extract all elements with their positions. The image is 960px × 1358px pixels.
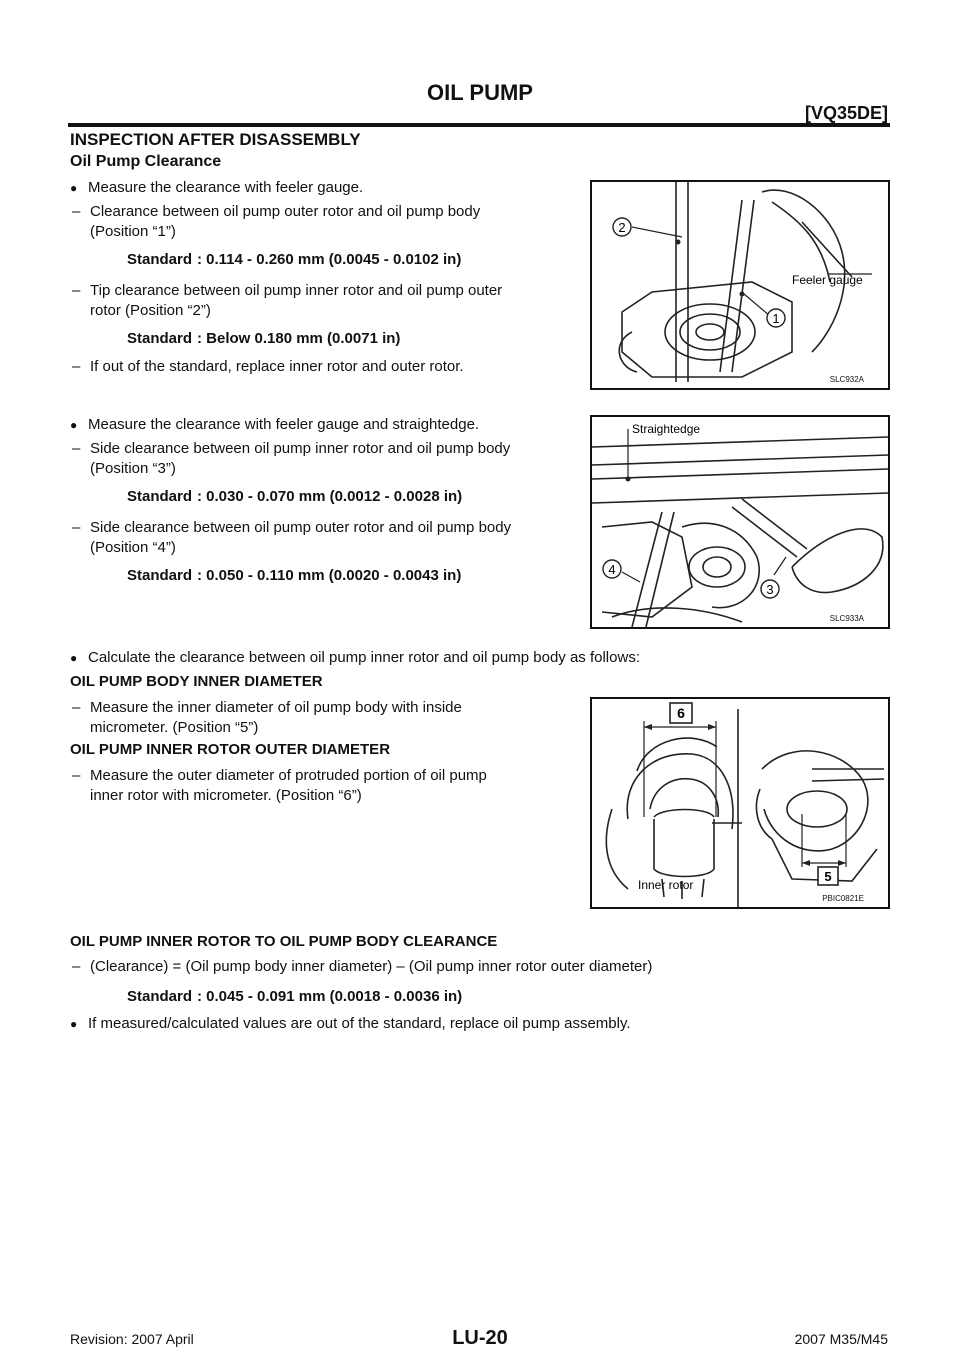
dash-item: – (Clearance) = (Oil pump body inner diameter) – (Oil pump inner rotor outer diameter) [72, 958, 653, 975]
figure-code: SLC932A [829, 375, 864, 384]
callout-6: 6 [677, 705, 685, 721]
figure-code: PBIC0821E [822, 894, 864, 903]
standard-value: Standard : Below 0.180 mm (0.0071 in) [127, 330, 401, 347]
dash-icon: – [72, 699, 81, 716]
dash-icon: – [72, 282, 81, 299]
dash-item: – Measure the inner diameter of oil pump body with inside micrometer. (Position “5”) [72, 699, 462, 736]
subheading: OIL PUMP BODY INNER DIAMETER [70, 673, 323, 690]
standard-value: Standard : 0.114 - 0.260 mm (0.0045 - 0.0102 in) [127, 251, 462, 268]
dash-item: – Side clearance between oil pump outer rotor and oil pump body (Position “4”) [72, 519, 512, 556]
callout-2: 2 [618, 220, 626, 235]
header-rule [68, 123, 890, 127]
callout-4: 4 [608, 562, 616, 577]
dash-icon: – [72, 203, 81, 220]
label-straightedge: Straightedge [632, 422, 701, 436]
dash-icon: – [72, 358, 81, 375]
figure-inner-rotor [590, 697, 890, 909]
bullet-icon: ● [70, 1017, 78, 1031]
straightedge-illustration [592, 417, 888, 627]
figure-feeler-gauge [590, 180, 890, 390]
dash-item: – Side clearance between oil pump inner rotor and oil pump body (Position “3”) [72, 440, 511, 477]
label-feeler-gauge: Feeler gauge [792, 273, 863, 287]
dash-icon: – [72, 440, 81, 457]
dash-icon: – [72, 767, 81, 784]
bullet-icon: ● [70, 651, 78, 665]
standard-value: Standard : 0.045 - 0.091 mm (0.0018 - 0.0036 in) [127, 988, 463, 1005]
engine-code: [VQ35DE] [804, 103, 888, 123]
dash-icon: – [72, 519, 81, 536]
footer-model: 2007 M35/M45 [794, 1331, 888, 1347]
callout-1: 1 [772, 311, 780, 326]
bullet-icon: ● [70, 181, 78, 195]
section-heading: INSPECTION AFTER DISASSEMBLY [70, 130, 361, 149]
figure-straightedge [590, 415, 890, 629]
subheading: OIL PUMP INNER ROTOR TO OIL PUMP BODY CLEARANCE [70, 933, 498, 950]
standard-value: Standard : 0.030 - 0.070 mm (0.0012 - 0.0028 in) [127, 488, 463, 505]
inner-rotor-illustration [592, 699, 888, 907]
dash-item: – If out of the standard, replace inner rotor and outer rotor. [72, 358, 464, 375]
callout-5: 5 [824, 869, 832, 884]
subheading: OIL PUMP INNER ROTOR OUTER DIAMETER [70, 741, 391, 758]
footer-revision: Revision: 2007 April [70, 1331, 194, 1347]
dash-icon: – [72, 958, 81, 975]
dash-item: – Measure the outer diameter of protruded portion of oil pump inner rotor with micrometer. (Position “6”) [72, 767, 487, 804]
standard-value: Standard : 0.050 - 0.110 mm (0.0020 - 0.0043 in) [127, 567, 462, 584]
section-subheading: Oil Pump Clearance [70, 153, 222, 170]
label-inner-rotor: Inner rotor [638, 878, 694, 892]
dash-item: – Clearance between oil pump outer rotor and oil pump body (Position “1”) [72, 203, 481, 240]
callout-3: 3 [766, 582, 774, 597]
figure-code: SLC933A [829, 614, 864, 623]
page-title: OIL PUMP [427, 80, 533, 105]
page-number: LU-20 [452, 1327, 508, 1349]
bullet-icon: ● [70, 418, 78, 432]
dash-item: – Tip clearance between oil pump inner rotor and oil pump outer rotor (Position “2”) [72, 282, 503, 319]
feeler-gauge-illustration [592, 182, 888, 388]
